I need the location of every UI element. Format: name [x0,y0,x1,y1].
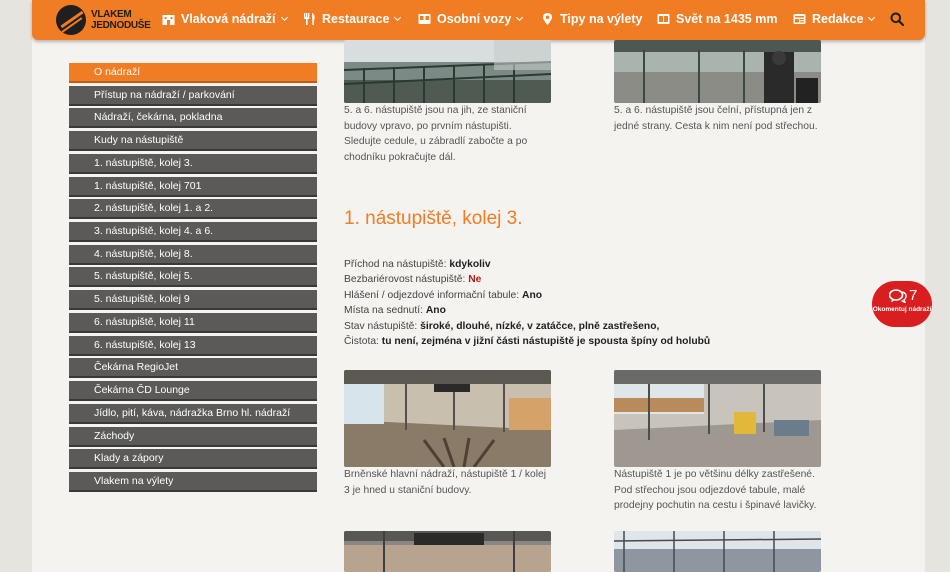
sidebar-item[interactable]: 6. nástupiště, kolej 13 [69,336,317,356]
comment-count: 7 [909,287,918,304]
photo-platform-5-6-railing[interactable] [344,40,551,103]
sidebar-item[interactable]: Záchody [69,427,317,447]
caption-top-right: 5. a 6. nástupiště jsou čelní, přístupná jen z jedné strany. Cesta k nim není pod střechou. [614,105,818,132]
sidebar-item[interactable]: 4. nástupiště, kolej 8. [69,245,317,265]
nav-tipy-na-vylety[interactable] [541,0,642,38]
station-sidebar-menu [69,63,317,495]
nav-vlakova-nadrazi[interactable] [162,0,287,38]
info-row [344,257,710,272]
sidebar-item[interactable]: Nádraží, čekárna, pokladna [69,108,317,128]
info-label: Bezbariérovost nástupiště: [344,274,466,286]
nav-osobni-vozy[interactable] [418,0,522,38]
photo-platform-1-roof[interactable] [614,370,821,467]
info-value: široké, dlouhé, nízké, v zatáčce, plně zastřešeno, [420,320,660,332]
caption-mid-right: Nástupiště 1 je po většinu délky zastřešené. Pod střechou jsou odjezdové tabule, malé prodejny pochutin na cestu i špinavé lavičky. [614,469,817,511]
sidebar-item[interactable]: Přístup na nádraží / parkování [69,86,317,106]
newspaper-icon [793,13,806,25]
info-row [344,288,710,303]
train-car-icon [418,13,431,25]
sidebar-item[interactable]: 1. nástupiště, kolej 701 [69,177,317,197]
info-value: Ano [522,289,543,301]
comment-badge[interactable] [872,281,932,327]
sidebar-item[interactable]: Čekárna ČD Lounge [69,381,317,401]
chevron-down-icon [394,14,401,21]
sidebar-item[interactable]: 5. nástupiště, kolej 5. [69,267,317,287]
sidebar-item[interactable]: 1. nástupiště, kolej 3. [69,154,317,174]
info-label: Hlášení / odjezdové informační tabule: [344,289,520,301]
search-icon[interactable] [890,12,904,26]
info-value: tu není, zejména v jižní části nástupiště je spousta špíny od holubů [381,336,711,348]
nav-label: Svět na 1435 mm [676,12,778,26]
info-value: kdykoliv [449,259,491,270]
info-row [344,319,710,334]
info-label: Čistota: [344,336,379,348]
nav-redakce[interactable] [793,0,874,38]
map-pin-icon [541,13,554,25]
logo-text [91,9,151,31]
top-navigation [32,0,925,40]
fork-knife-icon [303,13,316,25]
logo-line-2: JEDNODUŠE [91,20,151,31]
logo-icon [56,5,86,35]
nav-label: Osobní vozy [437,12,512,26]
nav-restaurace[interactable] [303,0,400,38]
info-label: Stav nástupiště: [344,320,418,332]
nav-svet-na-1435-mm[interactable] [657,0,777,38]
rails-icon [657,13,670,25]
info-value: Ano [425,305,446,317]
site-logo[interactable] [56,5,151,35]
caption-top-left: 5. a 6. nástupiště jsou na jih, ze staniční budovy vpravo, po prvním nástupišti. Sledujte cedule, u zábradlí zabočte a po chodníku pokračujte dál. [344,105,528,163]
photo-platform-overview[interactable] [614,531,821,572]
caption-mid-left: Brněnské hlavní nádraží, nástupiště 1 / kolej 3 je hned u staniční budovy. [344,469,547,496]
photo-platform-1-board[interactable] [344,531,551,572]
sidebar-item[interactable]: Vlakem na výlety [69,472,317,492]
chevron-down-icon [280,14,287,21]
info-row [344,272,710,287]
info-label: Příchod na nástupiště: [344,259,447,270]
nav-label: Vlaková nádraží [181,12,276,26]
sidebar-item[interactable]: Klady a zápory [69,449,317,469]
sidebar-item[interactable]: 6. nástupiště, kolej 11 [69,313,317,333]
photo-platform-1-shadows[interactable] [344,370,551,467]
nav-label: Restaurace [322,12,390,26]
sidebar-item[interactable]: Jídlo, pití, káva, nádražka Brno hl. nádraží [69,404,317,424]
info-row [344,334,710,349]
sidebar-item[interactable]: Kudy na nástupiště [69,131,317,151]
nav-label: Tipy na výlety [560,12,643,26]
sidebar-item[interactable]: Čekárna RegioJet [69,358,317,378]
nav-label: Redakce [812,12,864,26]
platform-info [344,257,710,349]
comment-label: Okomentuj nádraží [872,306,932,313]
chevron-down-icon [868,14,875,21]
sidebar-item[interactable]: 2. nástupiště, kolej 1. a 2. [69,199,317,219]
section-heading: 1. nástupiště, kolej 3. [344,208,523,229]
info-row [344,303,710,318]
logo-line-1: VLAKEM [91,9,132,20]
sidebar-item[interactable]: O nádraží [69,63,317,83]
sidebar-item[interactable]: 5. nástupiště, kolej 9 [69,290,317,310]
chevron-down-icon [516,14,523,21]
info-value: Ne [468,274,482,286]
info-label: Místa na sednutí: [344,305,423,317]
photo-platform-5-6-access[interactable] [614,40,821,103]
comments-icon [889,289,907,303]
building-icon [162,13,175,25]
sidebar-item[interactable]: 3. nástupiště, kolej 4. a 6. [69,222,317,242]
